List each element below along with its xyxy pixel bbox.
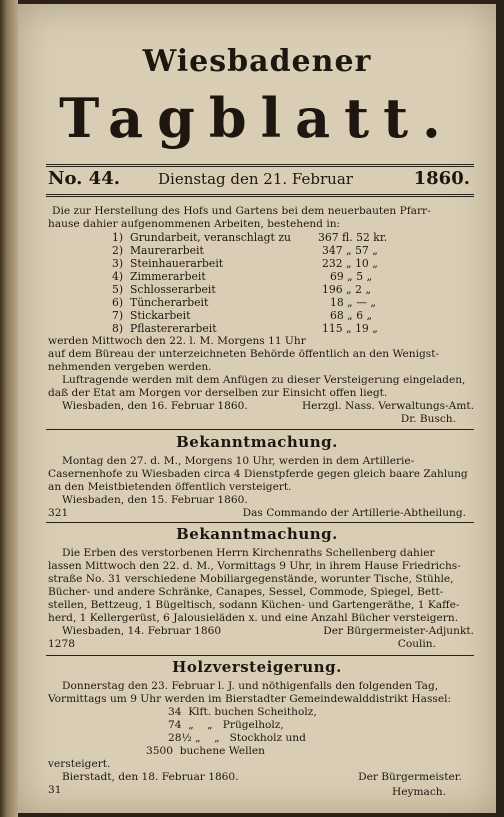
notice4-ref: 31 [48,784,62,796]
notice1-item-amount: 232 „ 10 „ [322,257,378,270]
notice1-item-amount: 68 „ 6 „ [330,309,373,322]
notice1-item-number: 8) [112,322,124,335]
notice1-text-0: werden Mittwoch den 22. l. M. Morgens 11 Uhr [48,335,306,347]
notice1-intro-1: hause dahier aufgenommenen Arbeiten, bestehend in: [48,218,341,230]
notice3-text-4: stellen, Bettzeug, 1 Bügeltisch, sodann Küchen- und Gartengeräthe, 1 Kaffe- [48,599,460,611]
notice1-item-label: Maurerarbeit [130,244,204,257]
divider-3 [46,655,474,656]
notice1-item-number: 4) [112,270,124,283]
notice1-item-number: 6) [112,296,124,309]
notice4-item: 3500 buchene Wellen [146,745,265,757]
notice1-text-4: daß der Etat am Morgen vor derselben zur Einsicht offen liegt. [48,387,388,399]
binding-edge [0,0,18,817]
notice1-item-label: Tüncherarbeit [130,296,209,309]
notice1-text-3: Luftragende werden mit dem Anfügen zu dieser Versteigerung eingeladen, [62,374,466,386]
notice2-place-date: Wiesbaden, den 15. Februar 1860. [62,494,248,506]
notice2-signer: Das Commando der Artillerie-Abtheilung. [242,507,466,519]
divider-1 [46,429,474,430]
notice1-signer: Dr. Busch. [400,413,456,425]
notice1-item-amount: 367 fl. 52 kr. [318,231,388,244]
notice3-place-date: Wiesbaden, 14. Februar 1860 [62,625,222,637]
notice1-authority: Herzgl. Nass. Verwaltungs-Amt. [301,400,474,412]
notice4-item: 34 Klft. buchen Scheitholz, [168,706,317,718]
notice3-text-0: Die Erben des verstorbenen Herrn Kirchenraths Schellenberg dahier [62,547,435,559]
issue-year: 1860. [413,168,470,189]
notice4-text-1: Vormittags um 9 Uhr werden im Bierstadter Gemeindewalddistrikt Hassel: [48,693,452,705]
notice1-item-amount: 115 „ 19 „ [322,322,378,335]
issue-number: No. 44. [48,168,120,189]
notice3-heading: Bekanntmachung. [176,525,338,543]
masthead-rule-bottom [46,194,474,197]
notice3-text-1: lassen Mittwoch den 22. d. M., Vormittags 9 Uhr, in ihrem Hause Friedrichs- [48,560,461,572]
notice1-item-number: 1) [112,231,124,244]
notice3-text-5: herd, 1 Kellergerüst, 6 Jalousieläden x. und eine Anzahl Bücher versteigern. [48,612,459,624]
notice1-item-number: 5) [112,283,124,296]
notice1-intro-0: Die zur Herstellung des Hofs und Gartens bei dem neuerbauten Pfarr- [52,205,431,217]
masthead-title-top: Wiesbadener [142,44,372,79]
notice1-item-amount: 196 „ 2 „ [322,283,371,296]
notice1-item-label: Steinhauerarbeit [130,257,224,270]
notice4-heading: Holzversteigerung. [172,658,342,676]
notice3-signer: Coulin. [397,638,436,650]
notice1-item-number: 7) [112,309,124,322]
notice1-item-amount: 69 „ 5 „ [330,270,373,283]
notice2-text-1: Casernenhofe zu Wiesbaden circa 4 Dienstpferde gegen gleich baare Zahlung [48,468,468,480]
masthead-title-main: Tagblatt. [59,86,455,150]
notice1-item-label: Stickarbeit [130,309,191,322]
notice1-item-label: Grundarbeit, veranschlagt zu [130,231,291,244]
notice3-text-3: Bücher- und andere Schränke, Canapes, Sessel, Commode, Spiegel, Bett- [48,586,444,598]
notice4-item: 74 „ „ Prügelholz, [168,719,284,731]
notice1-item-amount: 347 „ 57 „ [322,244,378,257]
notice1-item-label: Schlosserarbeit [130,283,216,296]
notice2-text-0: Montag den 27. d. M., Morgens 10 Uhr, werden in dem Artillerie- [62,455,415,467]
masthead-rule-top [46,164,474,167]
notice1-place-date: Wiesbaden, den 16. Februar 1860. [62,400,248,412]
notice4-text-0: Donnerstag den 23. Februar l. J. und nöthigenfalls den folgenden Tag, [62,680,439,692]
notice4-authority: Der Bürgermeister. [358,771,462,783]
notice1-item-label: Zimmerarbeit [130,270,206,283]
notice1-item-label: Pflastererarbeit [130,322,217,335]
notice2-ref: 321 [48,507,69,519]
newspaper-page [18,4,496,813]
notice4-closing: versteigert. [48,758,111,770]
notice4-place-date: Bierstadt, den 18. Februar 1860. [62,771,239,783]
notice2-text-2: an den Meistbietenden öffentlich versteigert. [48,481,292,493]
notice4-signer: Heymach. [392,786,446,798]
notice2-heading: Bekanntmachung. [176,433,338,451]
notice1-item-number: 2) [112,244,124,257]
issue-date: Dienstag den 21. Februar [158,170,353,188]
notice3-text-2: straße No. 31 verschiedene Mobiliargegenstände, worunter Tische, Stühle, [48,573,454,585]
divider-2 [46,522,474,523]
notice1-item-number: 3) [112,257,124,270]
notice1-item-amount: 18 „ — „ [330,296,377,309]
notice4-item: 28½ „ „ Stockholz und [168,732,306,744]
notice3-ref: 1278 [48,638,75,650]
notice1-text-1: auf dem Büreau der unterzeichneten Behörde öffentlich an den Wenigst- [48,348,440,360]
notice1-text-2: nehmenden vergeben werden. [48,361,212,373]
notice3-authority: Der Bürgermeister-Adjunkt. [323,625,474,637]
